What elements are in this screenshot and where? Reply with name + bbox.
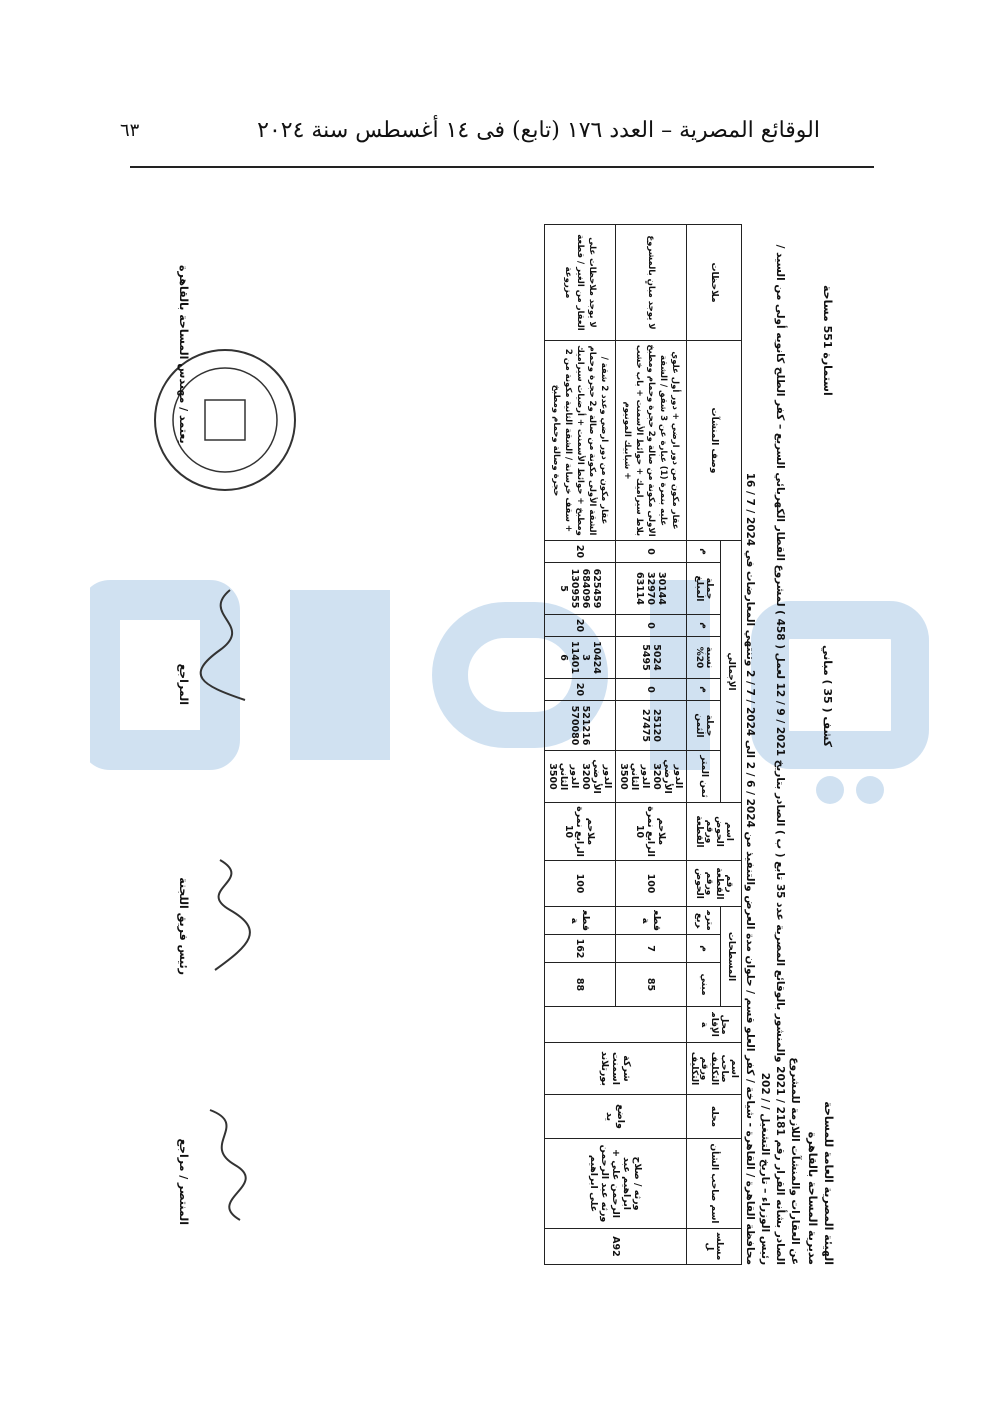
col-unit-price: ثمن المتر [687,751,721,803]
cell-pct [616,637,687,679]
cell-pct-m: 20 [545,615,616,637]
cell-price-total [616,701,687,751]
cell-total [545,563,616,615]
cell-survey: قطعة [545,907,616,935]
total-line-3: 63114 [634,571,646,606]
col-residence: محله [687,1095,742,1139]
cell-tenant: شركة اسمنت بورتلاند [545,1043,687,1095]
cell-area-m: 162 [545,935,616,963]
pct-line-2: 5495 [640,644,651,671]
signature-scribble-2 [190,855,260,975]
col-pct-m: م [687,615,721,637]
col-pct: نسبة 20% [687,637,721,679]
signature-scribble-3 [190,585,260,705]
col-notes: ملاحظات [687,225,742,341]
official-seal [150,345,300,495]
header-rule [130,166,874,168]
cell-area-building: 88 [545,963,616,1007]
signature-3: المراجع [177,663,190,705]
col-price-m: م [687,679,721,701]
col-total-m: م [687,541,721,563]
table-header-row [721,225,742,1265]
cell-pct [545,637,616,679]
col-tenant: اسم صاحب التكليف ورقم التكليف [687,1043,742,1095]
cell-unit-price: الدور الأرضي 3200 الدور الثاني 3500 [545,751,616,803]
form-number: كشف ( 35 ) مباني [821,645,834,748]
col-area-building: مبني [687,963,721,1007]
cell-area-building: 85 [616,963,687,1007]
col-areas: المسطحات [721,907,742,1007]
cell-residence: واضع يد [545,1095,687,1139]
col-area-m: م [687,935,721,963]
signature-scribble-1 [190,1105,260,1225]
cell-basin: ملاحم الرابع نمرة 10 [616,803,687,861]
col-owner: اسم صاحب الشأن [687,1139,742,1229]
scanned-document [120,215,840,1275]
col-description: وصف المنشآت [687,341,742,541]
cell-location [545,1007,687,1043]
table-row [616,225,687,1265]
col-location: محل الإقامة [687,1007,742,1043]
pct-line-1: 104243 [580,640,602,675]
signature-2: رئيس فريق اللجنة [177,877,190,975]
total-line-3: 1309555 [558,568,580,609]
total-line-1: 625459 [591,568,602,609]
pct-line-1: 5024 [651,644,662,671]
signature-1: المنتصر / مراجع [177,1138,190,1225]
org-line-1: الهيئة المصرية العامة للمساحة [822,1101,835,1265]
col-basin: اسم الحوض ورقم القطعة [687,803,742,861]
intro-line-3: عن العقارات والمنشآت اللازمة للمشروع [789,1057,801,1265]
col-area-sqm: مترمربع [687,907,721,935]
cell-basin: ملاحم الرابع نمرة 10 [545,803,616,861]
cell-notes: لا يوجد مبانٍ بالمشروع [616,225,687,341]
cell-total-m: 0 [616,541,687,563]
total-line-2: 32970 [645,571,657,606]
cell-pct-m: 0 [616,615,687,637]
signature-area [130,225,280,1265]
signature-4: يعتمد / مهندس المساحة بالقاهرة [177,265,190,444]
cell-price-total [545,701,616,751]
col-plot: رقم القطعة ورقم الحوض [687,861,742,907]
price-line-2: 27475 [640,708,651,743]
org-block [804,1101,836,1265]
price-line-1: 25120 [651,708,662,743]
cell-owner: ورثه / صلاح ابراهيم عبد الرحمن علي + ورثه عبد الرحمن على ابراهيم [545,1139,687,1229]
cell-survey: قطعة [616,907,687,935]
cell-price-m: 0 [616,679,687,701]
total-line-1: 30144 [656,571,668,606]
col-serial: مسلسل [687,1229,742,1265]
col-total: جملة المبلغ [687,563,721,615]
cell-price-m: 20 [545,679,616,701]
org-line-2: مديرية المساحة بالقاهرة [806,1131,819,1265]
gazette-title: الوقائع المصرية – العدد ١٧٦ (تابع) فى ١٤ أغسطس سنة ٢٠٢٤ [257,117,820,143]
page-header [120,110,820,150]
form-header [744,215,840,1275]
cell-total-m: 20 [545,541,616,563]
total-line-2: 684096 [580,568,591,609]
page-number: ٦٣ [120,119,140,141]
cell-total [616,563,687,615]
cell-description: عقار مكون من دور ارضي + دور أول علوي عليه بنمرة (1) عبارة عن 3 شقق / الشقة الاولى مكونة من صالة و2 حجرة وحمام ومطبخ بلاط سيراميك + حوائط الأسمنت + باب خشب + شبابيك المونيوم [616,341,687,541]
cell-plot: 100 [616,861,687,907]
pct-line-2: 114016 [558,640,580,675]
rotated-form [120,215,840,1275]
cell-notes: لا يوجد ملاحظات على العقار من الغير / قطعة مزروعة [545,225,616,341]
cell-area-m: 7 [616,935,687,963]
price-line-2: 570080 [569,705,580,746]
properties-table [544,224,742,1265]
form-intro [742,225,802,1265]
col-price-total: جملة الثمن [687,701,721,751]
form-id: استمارة 551 مساحة [821,285,834,396]
cell-serial: A92 [545,1229,687,1265]
cell-description: عقار مكون من دور ارضي وعدد 2 شقة / الشقة الأولى مكونة من صالة و2 حجرة وحمام ومطبخ + حوائط الأسمنت + أرضيات سيراميك + سقف خرسانة / الشقة الثانية مكونة من 2 حجرة وصالة وحمام ومطبخ [545,341,616,541]
col-total-group: الإجمالي [721,541,742,803]
cell-unit-price: الدور الأرضي 3200 الدور الثاني 3500 [616,751,687,803]
intro-line-2: محافظة القاهرة / القاهرة - شياخة / كفر العلو قسم / حلوان مدة العرض والتنفيذ من 2024 / 6 / 2 الى 2024 / 7 / 2 وتنتهي المعارضات في 2024 / 7 / 16 [744,472,756,1265]
cell-plot: 100 [545,861,616,907]
price-line-1: 521216 [580,705,591,746]
intro-line-1: الصادر بشأنه القرار رقم 2181 / 2021 والمنشور بالوقائع المصرية عدد 35 تابع ( ب ) الصادر بتاريخ 2021 / 9 / 12 لعمل ( 458 ) لمشروع القطار الكهربائي السريع – كفر الطلح كانويه أولى من السيد / رئيس الوزراء – تاريخ التشغيل / / 202 [759,244,786,1265]
